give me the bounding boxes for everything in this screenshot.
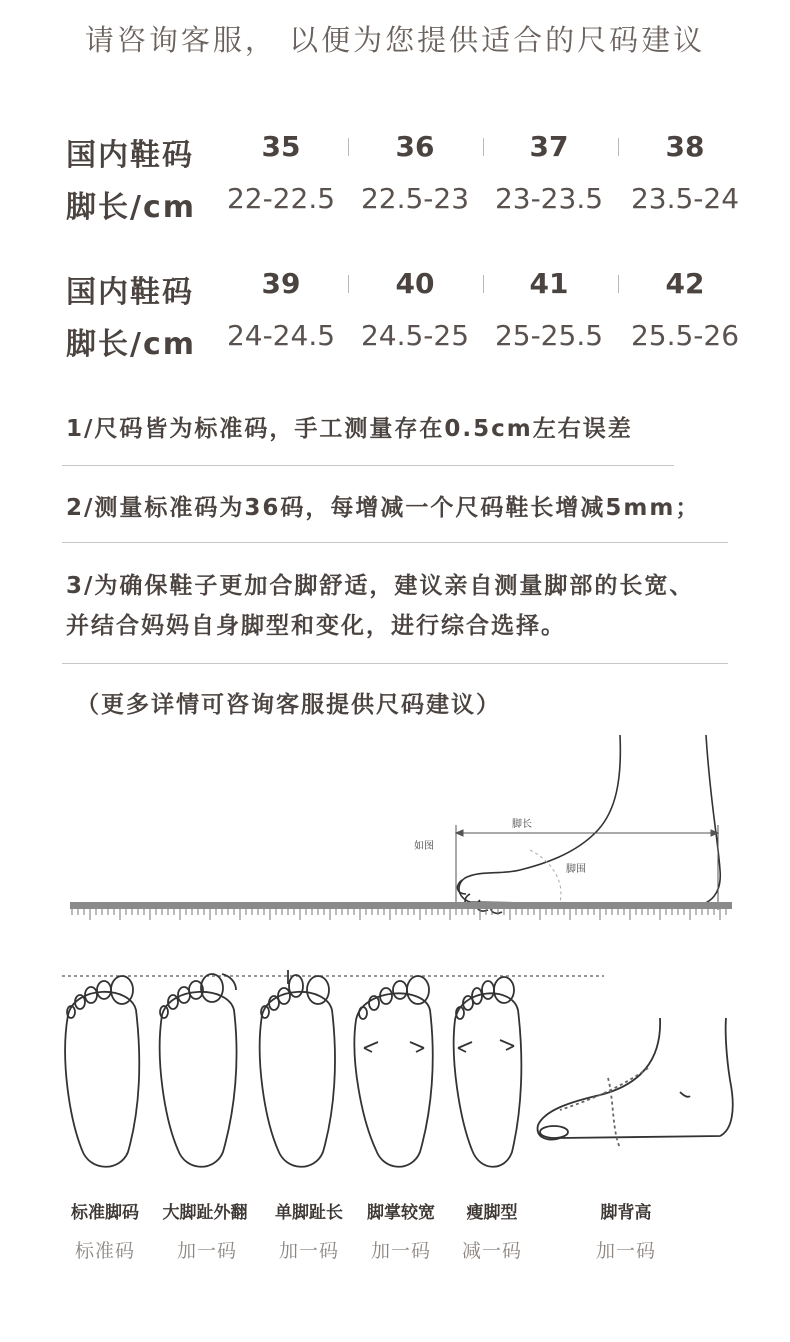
foot-type-advice: 加一码 <box>278 1240 339 1262</box>
standard-foot-icon <box>65 976 139 1167</box>
foot-type-name: 标准脚码 <box>71 1203 139 1223</box>
divider <box>618 138 619 156</box>
size-row <box>66 267 756 319</box>
length-cell: 23-23.5 <box>494 182 604 215</box>
foot-measure-diagram <box>0 720 790 940</box>
size-cell: 35 <box>261 130 301 163</box>
size-cell: 39 <box>261 267 301 300</box>
size-label: 国内鞋码 <box>66 138 194 173</box>
size-cell: 37 <box>529 130 569 163</box>
long-toe-foot-icon <box>260 970 335 1167</box>
divider <box>348 275 349 293</box>
size-cell: 38 <box>665 130 705 163</box>
length-label: 脚长/cm <box>66 190 196 225</box>
divider-line <box>62 542 728 543</box>
high-instep-foot-icon <box>538 1018 733 1148</box>
size-cell: 42 <box>665 267 705 300</box>
bunion-foot-icon <box>160 974 237 1167</box>
foot-type-advice: 减一码 <box>461 1240 522 1262</box>
foot-types-diagram <box>0 960 790 1185</box>
foot-type-advice: 加一码 <box>595 1240 656 1262</box>
divider <box>618 275 619 293</box>
foot-type-name: 单脚趾长 <box>275 1203 343 1223</box>
length-arrow <box>456 825 718 910</box>
length-cell: 25-25.5 <box>494 319 604 352</box>
foot-type-advice: 加一码 <box>176 1240 237 1262</box>
foot-type-advice: 加一码 <box>370 1240 431 1262</box>
foot-type-name: 瘦脚型 <box>466 1203 518 1223</box>
more-info-text: （更多详情可咨询客服提供尺码建议） <box>76 692 501 718</box>
foot-type-name: 脚掌较宽 <box>367 1203 435 1223</box>
toe-label: 如图 <box>414 841 434 852</box>
foot-type-name: 脚背高 <box>600 1203 652 1223</box>
note-1: 1/尺码皆为标准码，手工测量存在0.5cm左右误差 <box>66 416 633 442</box>
size-row <box>66 130 756 182</box>
note-2: 2/测量标准码为36码，每增减一个尺码鞋长增减5mm； <box>66 495 701 521</box>
size-cell: 41 <box>529 267 569 300</box>
foot-length-label: 脚长 <box>512 819 532 830</box>
length-label: 脚长/cm <box>66 327 196 362</box>
foot-outline <box>459 735 720 906</box>
size-table-1 <box>66 130 756 234</box>
length-cell: 23.5-24 <box>630 182 740 215</box>
divider-line <box>62 663 728 664</box>
foot-type-advice: 标准码 <box>74 1240 135 1262</box>
length-cell: 22.5-23 <box>360 182 470 215</box>
length-cell: 22-22.5 <box>226 182 336 215</box>
foot-type-name: 大脚趾外翻 <box>162 1203 248 1223</box>
length-row <box>66 319 756 371</box>
narrow-foot-icon <box>454 977 522 1167</box>
header-advice: 请咨询客服， 以便为您提供适合的尺码建议 <box>84 23 706 57</box>
length-cell: 25.5-26 <box>630 319 740 352</box>
wide-foot-icon <box>354 976 432 1167</box>
size-cell: 36 <box>395 130 435 163</box>
length-row <box>66 182 756 234</box>
divider-line <box>62 465 674 466</box>
length-cell: 24.5-25 <box>360 319 470 352</box>
size-cell: 40 <box>395 267 435 300</box>
divider <box>348 138 349 156</box>
length-cell: 24-24.5 <box>226 319 336 352</box>
note-3-line-1: 3/为确保鞋子更加合脚舒适，建议亲自测量脚部的长宽、 <box>66 573 695 599</box>
size-label: 国内鞋码 <box>66 275 194 310</box>
girth-label: 脚围 <box>566 864 586 875</box>
size-table-2 <box>66 267 756 371</box>
ruler <box>70 902 732 920</box>
note-3-line-2: 并结合妈妈自身脚型和变化，进行综合选择。 <box>66 613 566 639</box>
